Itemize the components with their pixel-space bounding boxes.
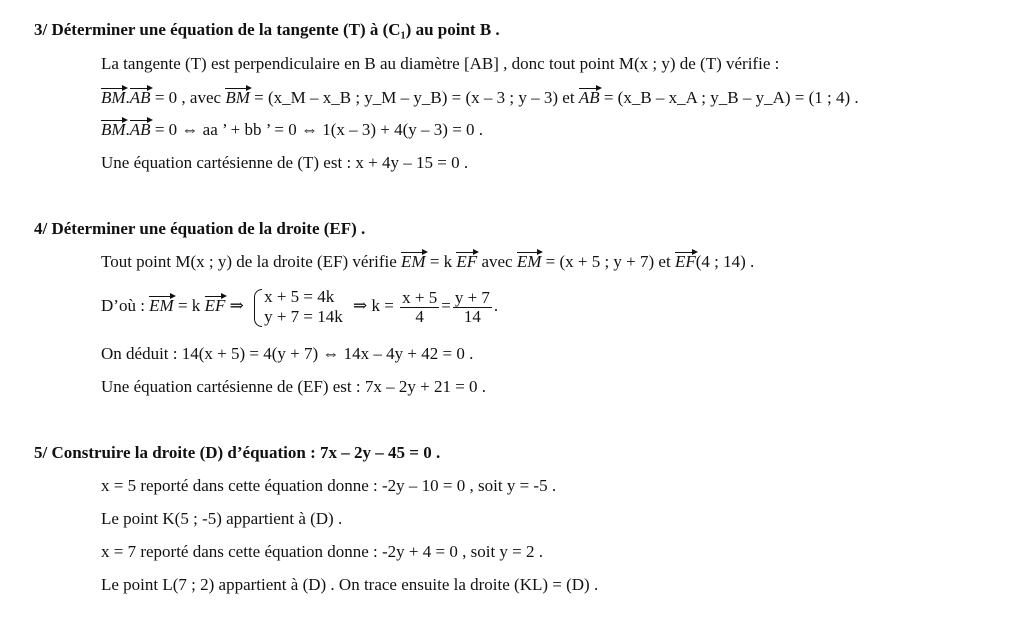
section-3-line-4: Une équation cartésienne de (T) est : x + 4y – 15 = 0 .	[101, 153, 469, 172]
section-4-line-1: Tout point M(x ; y) de la droite (EF) vérifie EM = k EF avec EM = (x + 5 ; y + 7) et EF(4 ; 14) .	[101, 252, 755, 271]
vector-ef: EF	[456, 252, 478, 271]
vector-em: EM	[149, 296, 174, 315]
section-3-line-1: La tangente (T) est perpendiculaire en B au diamètre [AB] , donc tout point M(x ; y) de (T) vérifie :	[101, 54, 780, 73]
fraction-2: $\frac{y + 7}{14}$	[454, 287, 490, 326]
vector-em: EM	[516, 252, 542, 271]
vector-ab: AB	[129, 88, 151, 107]
vector-bm: BM	[225, 88, 250, 107]
section-4-line-2: D’où : EM = k EF ⇒ x + 5 = 4k y + 7 = 14k ⇒ k = $\frac{x + 5}{4}$ = $\frac{y + 7}{14}$ .	[101, 287, 499, 327]
fraction-1: $\frac{x + 5}{4}$	[402, 287, 438, 326]
section-4-title: 4/ Déterminer une équation de la droite (EF) .	[34, 219, 366, 238]
section-4-line-3: On déduit : 14(x + 5) = 4(y + 7) ⇔ 14x – 4y + 42 = 0 .	[101, 344, 474, 363]
vector-ef: EF	[204, 296, 226, 315]
vector-bm: BM	[101, 88, 126, 107]
vector-ab: AB	[578, 88, 600, 107]
section-5-line-3: x = 7 reporté dans cette équation donne : -2y + 4 = 0 , soit y = 2 .	[101, 542, 544, 561]
section-5-line-2: Le point K(5 ; -5) appartient à (D) .	[101, 509, 343, 528]
vector-em: EM	[401, 252, 426, 271]
section-5-line-1: x = 5 reporté dans cette équation donne : -2y – 10 = 0 , soit y = -5 .	[101, 476, 557, 495]
section-3-title: 3/ Déterminer une équation de la tangente (T) à (C₁) au point B .	[34, 20, 500, 39]
vector-bm: BM	[101, 120, 126, 139]
section-5-line-4: Le point L(7 ; 2) appartient à (D) . On trace ensuite la droite (KL) = (D) .	[101, 575, 599, 594]
section-3-line-3: BM.AB = 0 ⇔ aa ’ + bb ’ = 0 ⇔ 1(x – 3) + 4(y – 3) = 0 .	[101, 120, 484, 139]
equation-system: x + 5 = 4k y + 7 = 14k	[254, 287, 343, 327]
vector-ab: AB	[129, 120, 151, 139]
vector-ef: EF	[674, 252, 696, 271]
section-3-line-2: BM.AB = 0 , avec BM = (x_M – x_B ; y_M – y_B) = (x – 3 ; y – 3) et AB = (x_B – x_A ; y_B – y_A) = (1 ; 4) .	[101, 88, 859, 107]
section-5-title: 5/ Construire la droite (D) d’équation : 7x – 2y – 45 = 0 .	[34, 443, 441, 462]
section-4-line-4: Une équation cartésienne de (EF) est : 7x – 2y + 21 = 0 .	[101, 377, 487, 396]
